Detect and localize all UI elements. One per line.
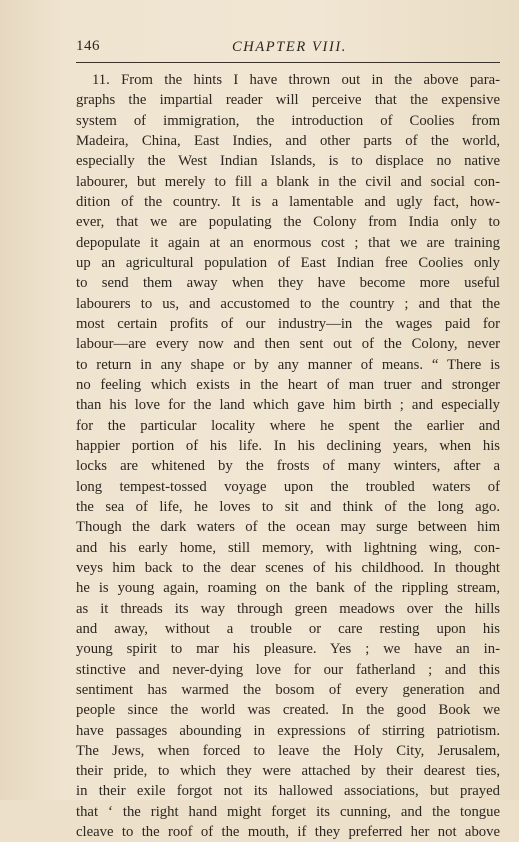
text-line: to send them away when they have become more useful	[76, 275, 500, 292]
text-line: labourers to us, and accustomed to the country ; and that the	[76, 295, 500, 312]
text-line: labour—are every now and then sent out of the Colony, never	[76, 336, 500, 353]
text-line: cleave to the roof of the mouth, if they preferred her not above	[76, 824, 500, 841]
text-line: young spirit to mar his pleasure. Yes ; we have an in-	[76, 641, 500, 658]
text-line: labourer, but merely to fill a blank in the civil and social con-	[76, 173, 500, 190]
text-line: and his early home, still memory, with lightning wing, con-	[76, 539, 500, 556]
text-line: long tempest-tossed voyage upon the troubled waters of	[76, 478, 500, 495]
text-line: depopulate it again at an enormous cost ; that we are training	[76, 234, 500, 251]
text-line: The Jews, when forced to leave the Holy City, Jerusalem,	[76, 742, 500, 759]
running-head: CHAPTER VIII.	[232, 39, 348, 55]
text-line: in their exile forgot not its hallowed associations, but prayed	[76, 783, 500, 800]
text-line: locks are whitened by the frosts of many winters, after a	[76, 458, 500, 475]
text-line: have passages abounding in expressions of stirring patriotism.	[76, 722, 500, 739]
text-line: graphs the impartial reader will perceive that the expensive	[76, 92, 500, 109]
text-line: up an agricultural population of East Indian free Coolies only	[76, 254, 500, 271]
text-line: sentiment has warmed the bosom of every generation and	[76, 681, 500, 698]
text-line: veys him back to the dear scenes of his childhood. In thought	[76, 559, 500, 576]
text-line: as it threads its way through green meadows over the hills	[76, 600, 500, 617]
text-line: than his love for the land which gave him birth ; and especially	[76, 397, 500, 414]
text-line: to return in any shape or by any manner of means. “ There is	[76, 356, 500, 373]
text-line: no feeling which exists in the heart of man truer and stronger	[76, 376, 500, 393]
text-line: dition of the country. It is a lamentable and ugly fact, how-	[76, 193, 500, 210]
text-line: stinctive and never-dying love for our fatherland ; and this	[76, 661, 500, 678]
text-line: most certain profits of our industry—in the wages paid for	[76, 315, 500, 332]
text-line: ever, that we are populating the Colony from India only to	[76, 214, 500, 231]
text-line: that ‘ the right hand might forget its cunning, and the tongue	[76, 803, 500, 820]
text-line: especially the West Indian Islands, is to displace no native	[76, 153, 500, 170]
text-line: Madeira, China, East Indies, and other parts of the world,	[76, 132, 500, 149]
page-header	[76, 38, 496, 60]
text-line: their pride, to which they were attached by their dearest ties,	[76, 763, 500, 780]
text-line: for the particular locality where he spent the earlier and	[76, 417, 500, 434]
text-line: 11. From the hints I have thrown out in the above para-	[92, 72, 500, 88]
page-number: 146	[76, 38, 100, 54]
text-line: Though the dark waters of the ocean may surge between him	[76, 519, 500, 536]
text-line: and away, without a trouble or care resting upon his	[76, 620, 500, 637]
body-text	[76, 70, 500, 842]
text-line: the sea of life, he loves to sit and think of the long ago.	[76, 498, 500, 515]
text-line: people since the world was created. In the good Book we	[76, 702, 500, 719]
text-line: system of immigration, the introduction of Coolies from	[76, 112, 500, 129]
text-line: he is young again, roaming on the bank of the rippling stream,	[76, 580, 500, 597]
text-line: happier portion of his life. In his declining years, when his	[76, 437, 500, 454]
header-rule	[76, 62, 500, 63]
